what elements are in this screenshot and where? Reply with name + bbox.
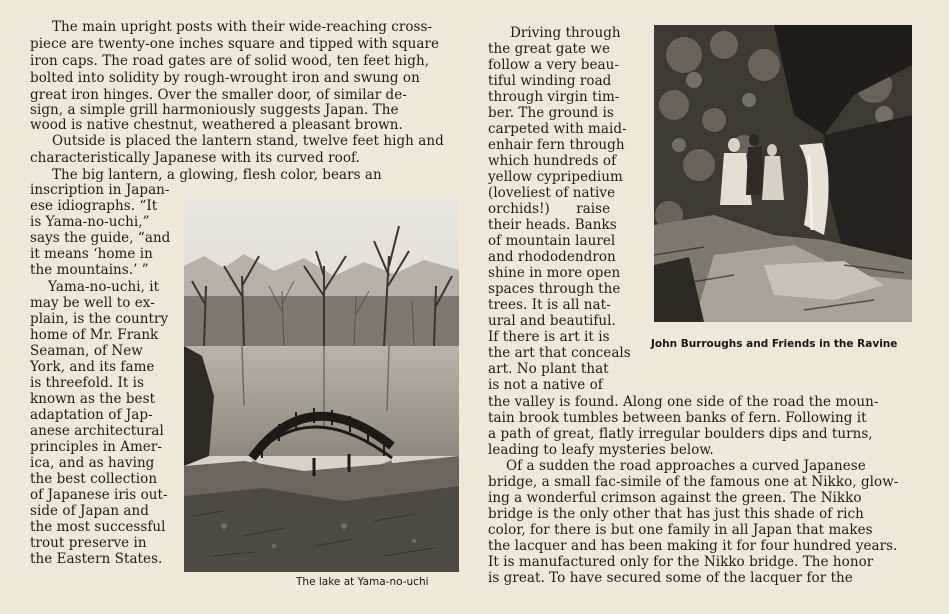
right-line: which hundreds of bbox=[488, 153, 617, 169]
right-wide-line: a path of great, flatly irregular boulders dips and turns, bbox=[488, 426, 873, 442]
ravine-photo-caption: John Burroughs and Friends in the Ravine bbox=[651, 338, 898, 350]
top-line: great iron hinges. Over the smaller door, of similar de- bbox=[30, 87, 407, 103]
top-line: The main upright posts with their wide-reaching cross- bbox=[52, 19, 433, 35]
right-line: follow a very beau- bbox=[488, 57, 619, 73]
top-line: bolted into solidity by rough-wrought iron and swung on bbox=[30, 70, 420, 86]
left-line: Seaman, of New bbox=[30, 343, 143, 359]
left-line: the best collection bbox=[30, 471, 158, 487]
top-line: Outside is placed the lantern stand, twelve feet high and bbox=[52, 133, 444, 149]
top-line: iron caps. The road gates are of solid wood, ten feet high, bbox=[30, 53, 430, 69]
right-line: spaces through the bbox=[488, 281, 621, 297]
ravine-photo bbox=[654, 25, 912, 322]
ravine-waterfall-photo-icon bbox=[654, 25, 912, 322]
right-line: their heads. Banks bbox=[488, 217, 617, 233]
left-line: the mountains.’ ” bbox=[30, 262, 149, 278]
left-line: ese idiographs. “It bbox=[30, 198, 158, 214]
right-line: (loveliest of native bbox=[488, 185, 616, 201]
left-line: anese architectural bbox=[30, 423, 164, 439]
lake-photo bbox=[184, 196, 459, 572]
left-line: principles in Amer- bbox=[30, 439, 162, 455]
lake-photo-caption: The lake at Yama-no-uchi bbox=[296, 576, 429, 588]
left-line: inscription in Japan- bbox=[30, 182, 170, 198]
right-line: carpeted with maid- bbox=[488, 121, 627, 137]
right-line: ural and beautiful. bbox=[488, 313, 616, 329]
left-line: it means ‘home in bbox=[30, 246, 153, 262]
right-line: the art that conceals bbox=[488, 345, 631, 361]
right-line: Driving through bbox=[510, 25, 621, 41]
right-wide-line: tain brook tumbles between banks of fern. Following it bbox=[488, 410, 867, 426]
right-wide-line: Of a sudden the road approaches a curved Japanese bbox=[506, 458, 866, 474]
left-line: side of Japan and bbox=[30, 503, 149, 519]
right-wide-line: bridge, a small fac-simile of the famous one at Nikko, glow- bbox=[488, 474, 899, 490]
top-line: piece are twenty-one inches square and tipped with square bbox=[30, 36, 439, 52]
right-wide-line: color, for there is but one family in all Japan that makes bbox=[488, 522, 873, 538]
left-line: of Japanese iris out- bbox=[30, 487, 168, 503]
left-line: the most successful bbox=[30, 519, 166, 535]
left-line: may be well to ex- bbox=[30, 295, 155, 311]
right-wide-line: bridge is the only other that has just this shade of rich bbox=[488, 506, 864, 522]
right-line: and rhododendron bbox=[488, 249, 616, 265]
right-line: enhair fern through bbox=[488, 137, 625, 153]
right-line: shine in more open bbox=[488, 265, 621, 281]
right-line: art. No plant that bbox=[488, 361, 609, 377]
left-line: home of Mr. Frank bbox=[30, 327, 159, 343]
right-line: of mountain laurel bbox=[488, 233, 616, 249]
right-line: ber. The ground is bbox=[488, 105, 614, 121]
right-wide-line: It is manufactured only for the Nikko bridge. The honor bbox=[488, 554, 874, 570]
right-line: yellow cypripedium bbox=[488, 169, 623, 185]
left-line: the Eastern States. bbox=[30, 551, 163, 567]
left-line: Yama-no-uchi, it bbox=[48, 279, 160, 295]
left-line: known as the best bbox=[30, 391, 156, 407]
top-line: sign, a simple grill harmoniously suggests Japan. The bbox=[30, 102, 399, 118]
right-wide-line: the lacquer and has been making it for four hundred years. bbox=[488, 538, 898, 554]
right-line: orchids!) raise bbox=[488, 201, 611, 217]
left-line: adaptation of Jap- bbox=[30, 407, 153, 423]
right-line: through virgin tim- bbox=[488, 89, 620, 105]
right-wide-line: the valley is found. Along one side of the road the moun- bbox=[488, 394, 879, 410]
right-wide-line: is great. To have secured some of the lacquer for the bbox=[488, 570, 853, 586]
top-line: wood is native chestnut, weathered a pleasant brown. bbox=[30, 117, 403, 133]
right-line: the great gate we bbox=[488, 41, 611, 57]
left-line: trout preserve in bbox=[30, 535, 147, 551]
left-line: is Yama-no-uchi,” bbox=[30, 214, 150, 230]
right-wide-line: ing a wonderful crimson against the green. The Nikko bbox=[488, 490, 862, 506]
right-line: is not a native of bbox=[488, 377, 603, 393]
left-line: is threefold. It is bbox=[30, 375, 144, 391]
top-line: characteristically Japanese with its curved roof. bbox=[30, 150, 360, 166]
right-wide-line: leading to leafy mysteries below. bbox=[488, 442, 714, 458]
top-line: The big lantern, a glowing, flesh color, bears an bbox=[52, 167, 382, 183]
right-line: trees. It is all nat- bbox=[488, 297, 611, 313]
left-line: ica, and as having bbox=[30, 455, 155, 471]
left-line: plain, is the country bbox=[30, 311, 169, 327]
left-line: says the guide, “and bbox=[30, 230, 171, 246]
right-line: If there is art it is bbox=[488, 329, 610, 345]
right-line: tiful winding road bbox=[488, 73, 612, 89]
left-line: York, and its fame bbox=[30, 359, 155, 375]
lake-bridge-photo-icon bbox=[184, 196, 459, 572]
